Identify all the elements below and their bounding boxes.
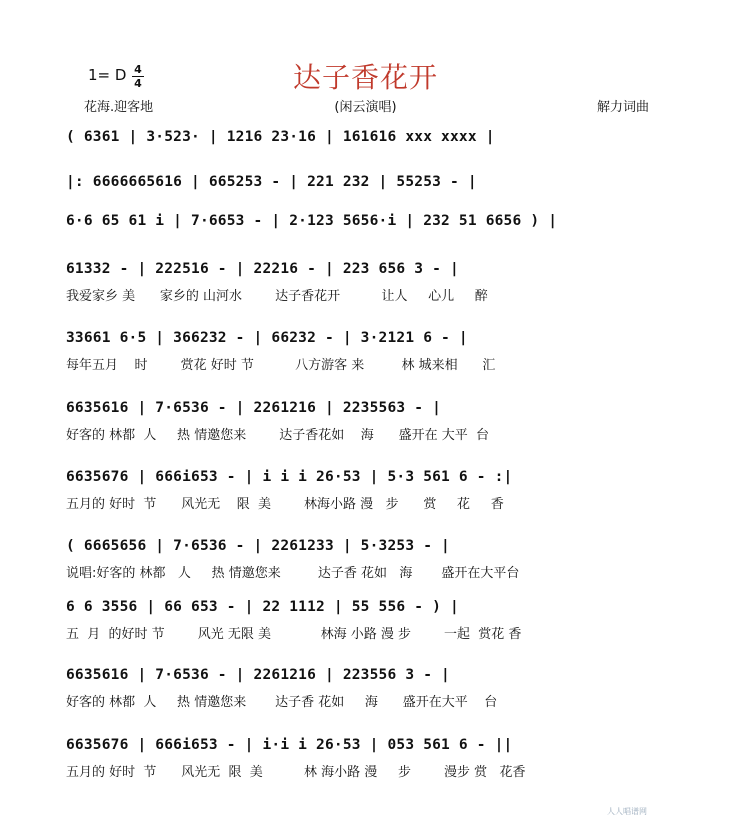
- notation: 61332 - | 222516 - | 22216 - | 223 656 3 - |: [66, 261, 459, 277]
- score-line-10: [0, 664, 731, 726]
- notation: ( 6665656 | 7·6536 - | 2261233 | 5·3253 - |: [66, 538, 450, 554]
- meter-bottom: 4: [134, 77, 142, 90]
- page-title: 达子香花开: [292, 61, 438, 94]
- composer-credit: 解力词曲: [596, 100, 649, 115]
- notation: 6635616 | 7·6536 - | 2261216 | 2235563 - |: [66, 400, 442, 416]
- notation: 6635676 | 666i653 - | i·i i 26·53 | 053 561 6 - ||: [66, 737, 513, 753]
- lyrics: 五月的 好时 节 风光无 限 美 林 海小路 漫 步 漫步 赏 花香: [66, 765, 526, 780]
- notation: 6 6 3556 | 66 653 - | 22 1112 | 55 556 - ) |: [66, 599, 459, 615]
- notation: |: 6666665616 | 665253 - | 221 232 | 55253 - |: [66, 174, 477, 190]
- watermark: 人人唱谱网: [607, 807, 647, 816]
- score-line-4: [0, 258, 731, 320]
- performer-note: (闲云演唱): [334, 100, 397, 115]
- lyrics: 我爱家乡 美 家乡的 山河水 达子香花开 让人 心儿 醉: [66, 289, 488, 304]
- score-line-7: [0, 466, 731, 528]
- lyrics: 好客的 林都 人 热 情邀您来 达子香 花如 海 盛开在大平 台: [66, 695, 498, 710]
- lyrics: 五月的 好时 节 风光无 限 美 林海小路 漫 步 赏 花 香: [66, 497, 504, 512]
- key-signature: 1= D: [88, 66, 127, 84]
- score-line-8: [0, 535, 731, 597]
- lyrics: 五 月 的好时 节 风光 无限 美 林海 小路 漫 步 一起 赏花 香: [66, 627, 522, 642]
- lyrics: 说唱:好客的 林都 人 热 情邀您来 达子香 花如 海 盛开在大平台: [66, 566, 520, 581]
- lyrics: 好客的 林都 人 热 情邀您来 达子香花如 海 盛开在 大平 台: [66, 428, 489, 443]
- meter-top: 4: [134, 63, 142, 76]
- score-line-11: [0, 734, 731, 796]
- notation: 6635676 | 666i653 - | i i i 26·53 | 5·3 561 6 - :|: [66, 469, 513, 485]
- score-line-5: [0, 327, 731, 389]
- lyrics: 每年五月 时 赏花 好时 节 八方游客 来 林 城来相 汇: [66, 358, 496, 373]
- score-line-9: [0, 596, 731, 658]
- score-line-6: [0, 397, 731, 459]
- notation: 6635616 | 7·6536 - | 2261216 | 223556 3 - |: [66, 667, 450, 683]
- notation: 33661 6·5 | 366232 - | 66232 - | 3·2121 6 - |: [66, 330, 468, 346]
- lyrics: [66, 240, 666, 258]
- left-subtitle: 花海.迎客地: [84, 100, 154, 115]
- time-signature: [132, 64, 144, 89]
- notation: ( 6361 | 3·523· | 1216 23·16 | 161616 xxx xxxx |: [66, 129, 495, 145]
- notation: 6·6 65 61 i | 7·6653 - | 2·123 5656·i | 232 51 6656 ) |: [66, 213, 558, 229]
